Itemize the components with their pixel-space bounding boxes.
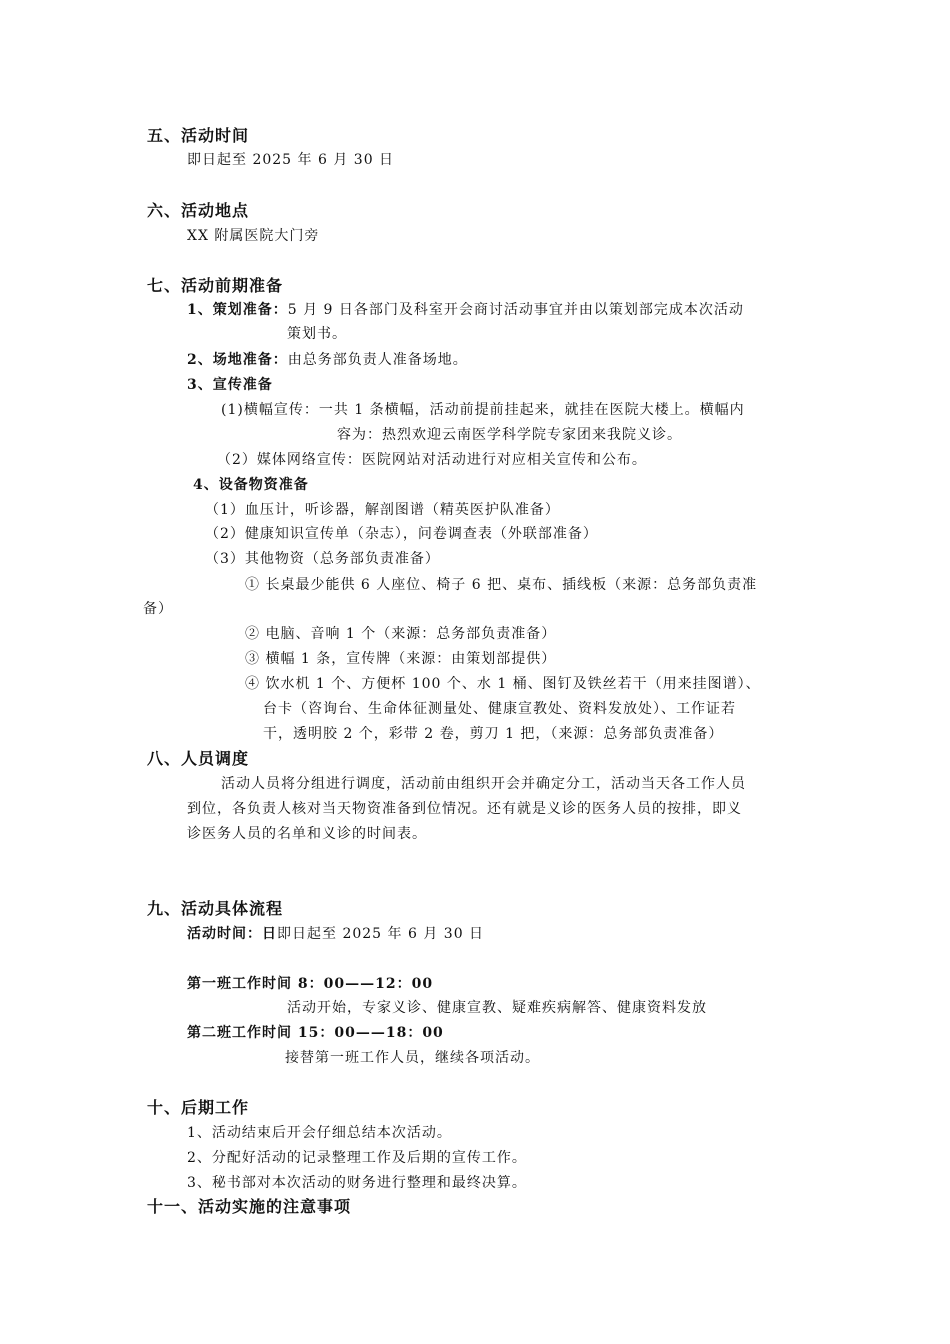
- equipment-item-1: （1）血压计，听诊器，解剖图谱（精英医护队准备）: [205, 502, 560, 518]
- other-material-4b: 台卡（咨询台、生命体征测量处、健康宣教处、资料发放处）、工作证若: [263, 701, 736, 717]
- activity-time-label: 活动时间：日: [187, 926, 277, 942]
- planning-prep-line: [187, 300, 744, 320]
- section-6-heading: 六、活动地点: [147, 201, 250, 220]
- other-material-3: ③ 横幅 1 条，宣传牌（来源：由策划部提供）: [245, 651, 557, 667]
- venue-prep-line: [187, 350, 468, 370]
- planning-prep-text: 5 月 9 日各部门及科室开会商讨活动事宜并由以策划部完成本次活动: [287, 302, 744, 318]
- planning-prep-cont: 策划书。: [287, 326, 347, 342]
- venue-prep-label: 2、场地准备：: [187, 352, 288, 368]
- followup-item-3: 3、秘书部对本次活动的财务进行整理和最终决算。: [187, 1175, 527, 1191]
- equipment-item-3: （3）其他物资（总务部负责准备）: [205, 551, 440, 567]
- media-publicity-line: （2）媒体网络宣传：医院网站对活动进行对应相关宣传和公布。: [217, 452, 647, 468]
- followup-item-1: 1、活动结束后开会仔细总结本次活动。: [187, 1125, 452, 1141]
- other-material-2: ② 电脑、音响 1 个（来源：总务部负责准备）: [245, 626, 557, 642]
- activity-location-text: XX 附属医院大门旁: [187, 228, 320, 244]
- equipment-item-2: （2）健康知识宣传单（杂志），问卷调查表（外联部准备）: [205, 526, 598, 542]
- section-8-heading: 八、人员调度: [147, 749, 250, 768]
- banner-publicity-cont: 容为：热烈欢迎云南医学科学院专家团来我院义诊。: [337, 427, 682, 443]
- staffing-para-line-2: 到位，各负责人核对当天物资准备到位情况。还有就是义诊的医务人员的按排，即义: [187, 801, 742, 817]
- staffing-para-line-1: 活动人员将分组进行调度，活动前由组织开会并确定分工，活动当天各工作人员: [221, 776, 746, 792]
- banner-publicity-line: (1)横幅宣传：一共 1 条横幅，活动前提前挂起来，就挂在医院大楼上。横幅内: [221, 402, 745, 418]
- activity-time-line: [187, 924, 484, 944]
- section-9-heading: 九、活动具体流程: [147, 899, 284, 918]
- followup-item-2: 2、分配好活动的记录整理工作及后期的宣传工作。: [187, 1150, 527, 1166]
- equipment-prep-label: 4、设备物资准备: [193, 477, 309, 493]
- shift-1-description: 活动开始，专家义诊、健康宣教、疑难疾病解答、健康资料发放: [287, 1000, 707, 1016]
- other-material-4a: ④ 饮水机 1 个、方便杯 100 个、水 1 桶、图钉及铁丝若干（用来挂图谱）、: [245, 676, 761, 692]
- venue-prep-text: 由总务部负责人准备场地。: [287, 352, 468, 368]
- activity-period-text: 即日起至 2025 年 6 月 30 日: [187, 152, 395, 168]
- shift-2-description: 接替第一班工作人员，继续各项活动。: [285, 1050, 540, 1066]
- activity-time-text: 即日起至 2025 年 6 月 30 日: [277, 926, 485, 942]
- publicity-prep-label: 3、宣传准备: [187, 377, 273, 393]
- section-10-heading: 十、后期工作: [147, 1098, 250, 1117]
- other-material-1: ① 长桌最少能供 6 人座位、椅子 6 把、桌布、插线板（来源：总务部负责准: [245, 577, 758, 593]
- shift-1-time: 第一班工作时间 8：00——12：00: [187, 976, 434, 992]
- staffing-para-line-3: 诊医务人员的名单和义诊的时间表。: [187, 826, 427, 842]
- other-material-1-cont: 备）: [143, 601, 173, 617]
- section-5-heading: 五、活动时间: [147, 126, 250, 145]
- other-material-4c: 干，透明胶 2 个，彩带 2 卷，剪刀 1 把，（来源：总务部负责准备）: [263, 726, 724, 742]
- section-7-heading: 七、活动前期准备: [147, 276, 284, 295]
- shift-2-time: 第二班工作时间 15：00——18：00: [187, 1025, 444, 1041]
- planning-prep-label: 1、策划准备：: [187, 302, 288, 318]
- section-11-heading: 十一、活动实施的注意事项: [147, 1197, 352, 1216]
